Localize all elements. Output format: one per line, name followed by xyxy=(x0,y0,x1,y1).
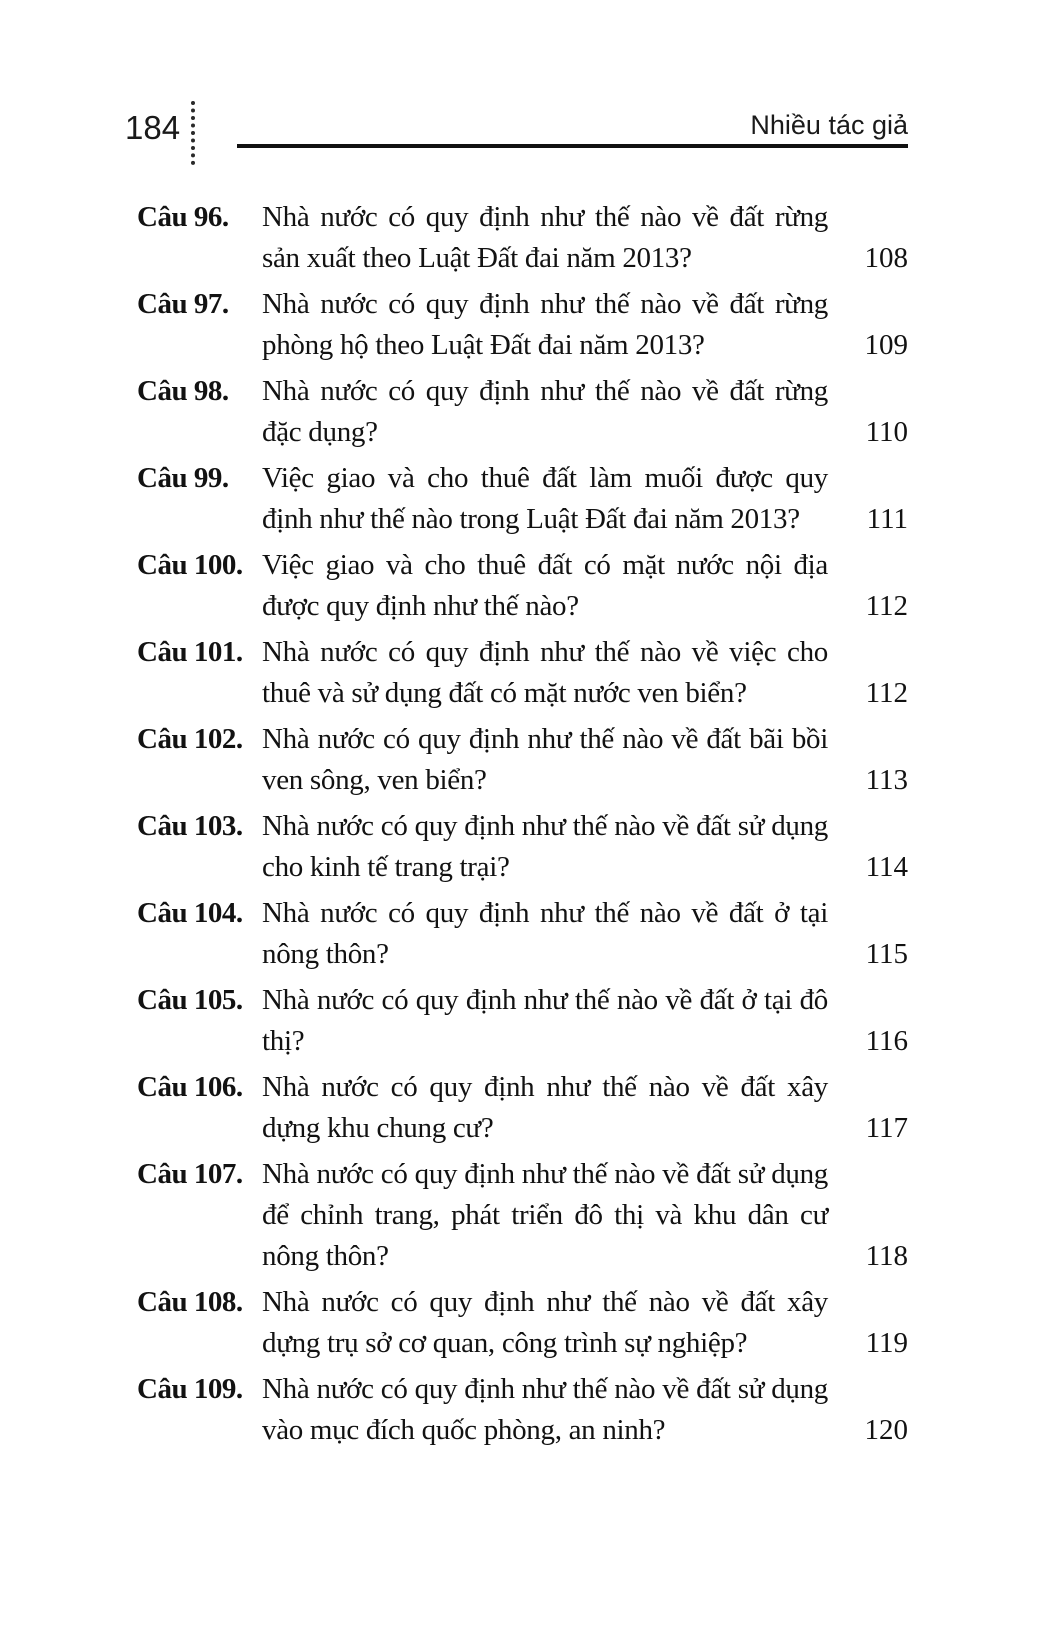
toc-entry xyxy=(137,458,908,540)
toc-entry xyxy=(137,806,908,888)
entry-label: Câu 97. xyxy=(137,288,229,320)
entry-question: Nhà nước có quy định như thế nào về đất ở tại nông thôn? xyxy=(262,897,828,970)
entry-question: Việc giao và cho thuê đất làm muối được quy định như thế nào trong Luật Đất đai năm 2013? xyxy=(262,462,828,535)
entry-page-number: 108 xyxy=(864,242,908,274)
table-of-contents xyxy=(137,197,908,1456)
entry-page-number: 118 xyxy=(865,1240,908,1272)
toc-entry xyxy=(137,1282,908,1364)
entry-label: Câu 108. xyxy=(137,1286,243,1318)
running-title: Nhiều tác giả xyxy=(750,110,908,140)
toc-entry xyxy=(137,284,908,366)
entry-page-number: 114 xyxy=(865,851,908,883)
entry-question: Nhà nước có quy định như thế nào về đất rừng đặc dụng? xyxy=(262,375,828,448)
entry-question: Việc giao và cho thuê đất có mặt nước nội địa được quy định như thế nào? xyxy=(262,549,828,622)
toc-entry xyxy=(137,980,908,1062)
toc-entry xyxy=(137,893,908,975)
entry-page-number: 110 xyxy=(865,416,908,448)
entry-page-number: 117 xyxy=(865,1112,908,1144)
toc-entry xyxy=(137,632,908,714)
entry-question: Nhà nước có quy định như thế nào về đất rừng phòng hộ theo Luật Đất đai năm 2013? xyxy=(262,288,828,361)
toc-entry xyxy=(137,1154,908,1277)
page-number: 184 xyxy=(125,109,181,146)
entry-page-number: 112 xyxy=(865,590,908,622)
entry-page-number: 112 xyxy=(865,677,908,709)
entry-page-number: 115 xyxy=(865,938,908,970)
entry-page-number: 116 xyxy=(865,1025,908,1057)
entry-page-number: 120 xyxy=(864,1414,908,1446)
entry-label: Câu 102. xyxy=(137,723,243,755)
toc-entry xyxy=(137,371,908,453)
entry-question: Nhà nước có quy định như thế nào về đất sử dụng để chỉnh trang, phát triển đô thị và khu dân cư nông thôn? xyxy=(262,1158,828,1272)
entry-label: Câu 99. xyxy=(137,462,229,494)
entry-label: Câu 103. xyxy=(137,810,243,842)
entry-label: Câu 101. xyxy=(137,636,243,668)
header-rule xyxy=(237,144,908,148)
entry-page-number: 111 xyxy=(866,503,908,535)
entry-question: Nhà nước có quy định như thế nào về đất xây dựng trụ sở cơ quan, công trình sự nghiệp? xyxy=(262,1286,828,1359)
entry-page-number: 119 xyxy=(865,1327,908,1359)
entry-label: Câu 98. xyxy=(137,375,229,407)
dotted-divider xyxy=(191,101,195,165)
entry-label: Câu 106. xyxy=(137,1071,243,1103)
entry-question: Nhà nước có quy định như thế nào về việc cho thuê và sử dụng đất có mặt nước ven biển? xyxy=(262,636,828,709)
entry-question: Nhà nước có quy định như thế nào về đất ở tại đô thị? xyxy=(262,984,828,1057)
toc-entry xyxy=(137,545,908,627)
entry-label: Câu 109. xyxy=(137,1373,243,1405)
entry-page-number: 113 xyxy=(865,764,908,796)
entry-question: Nhà nước có quy định như thế nào về đất sử dụng cho kinh tế trang trại? xyxy=(262,810,828,883)
toc-entry xyxy=(137,1067,908,1149)
entry-label: Câu 104. xyxy=(137,897,243,929)
toc-entry xyxy=(137,1369,908,1451)
entry-page-number: 109 xyxy=(864,329,908,361)
entry-label: Câu 107. xyxy=(137,1158,243,1190)
toc-entry xyxy=(137,719,908,801)
toc-entry xyxy=(137,197,908,279)
entry-label: Câu 100. xyxy=(137,549,243,581)
entry-question: Nhà nước có quy định như thế nào về đất xây dựng khu chung cư? xyxy=(262,1071,828,1144)
entry-question: Nhà nước có quy định như thế nào về đất rừng sản xuất theo Luật Đất đai năm 2013? xyxy=(262,201,828,274)
entry-question: Nhà nước có quy định như thế nào về đất sử dụng vào mục đích quốc phòng, an ninh? xyxy=(262,1373,828,1446)
entry-question: Nhà nước có quy định như thế nào về đất bãi bồi ven sông, ven biển? xyxy=(262,723,828,796)
entry-label: Câu 105. xyxy=(137,984,243,1016)
entry-label: Câu 96. xyxy=(137,201,229,233)
